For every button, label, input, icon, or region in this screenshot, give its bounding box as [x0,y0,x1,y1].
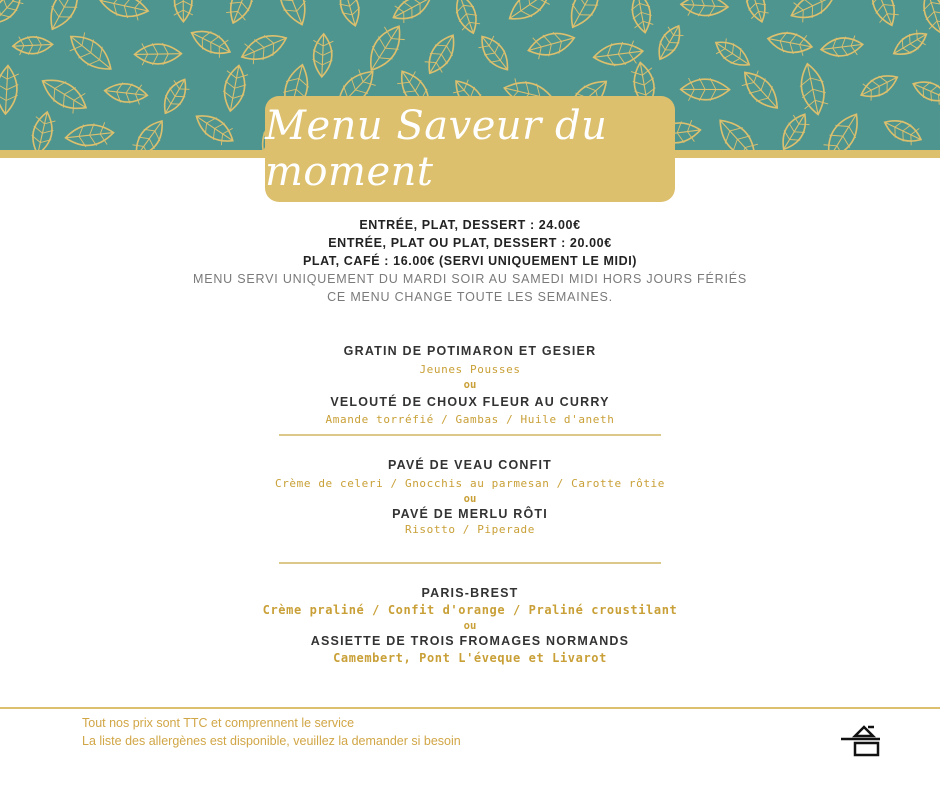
dessert-desc-1: Crème praliné / Confit d'orange / Praliné croustilant [262,603,678,617]
footer-allergen-note: La liste des allergènes est disponible, veuillez la demander si besoin [82,734,461,748]
plat-desc-2: Risotto / Piperade [404,523,535,536]
menu-title: Menu Saveur du moment [265,103,608,195]
plats-section [0,457,940,538]
entrees-section [0,343,940,428]
title-box [265,96,675,202]
entree-or: ou [463,379,477,391]
entree-dish-1: GRATIN DE POTIMARON ET GESIER [343,344,597,358]
house-logo-icon [840,724,882,760]
price-line-2: ENTRÉE, PLAT OU PLAT, DESSERT : 20.00€ [328,236,612,250]
dessert-or: ou [463,620,477,632]
separator-2 [279,562,661,564]
service-note: MENU SERVI UNIQUEMENT DU MARDI SOIR AU SAMEDI MIDI HORS JOURS FÉRIÉS [193,272,747,286]
price-line-3: PLAT, CAFÉ : 16.00€ (SERVI UNIQUEMENT LE MIDI) [302,254,638,268]
separator-1 [279,434,661,436]
price-section [0,216,940,306]
footer-tax-note: Tout nos prix sont TTC et comprennent le service [82,716,355,730]
plat-desc-1: Crème de celeri / Gnocchis au parmesan / Carotte rôtie [274,477,666,490]
plat-dish-2: PAVÉ DE MERLU RÔTI [392,507,548,521]
plat-or: ou [463,493,477,505]
dessert-desc-2: Camembert, Pont L'éveque et Livarot [333,651,607,665]
entree-desc-1: Jeunes Pousses [419,363,521,376]
footer-notes [82,714,461,750]
price-line-1: ENTRÉE, PLAT, DESSERT : 24.00€ [359,218,581,232]
entree-desc-2: Amande torréfié / Gambas / Huile d'aneth [325,413,615,426]
entree-dish-2: VELOUTÉ DE CHOUX FLEUR AU CURRY [330,395,610,409]
desserts-section [0,585,940,667]
plat-dish-1: PAVÉ DE VEAU CONFIT [387,458,553,472]
dessert-dish-2: ASSIETTE DE TROIS FROMAGES NORMANDS [310,634,630,648]
footer-divider [0,707,940,709]
dessert-dish-1: PARIS-BREST [421,586,519,600]
weekly-note: CE MENU CHANGE TOUTE LES SEMAINES. [327,290,613,304]
